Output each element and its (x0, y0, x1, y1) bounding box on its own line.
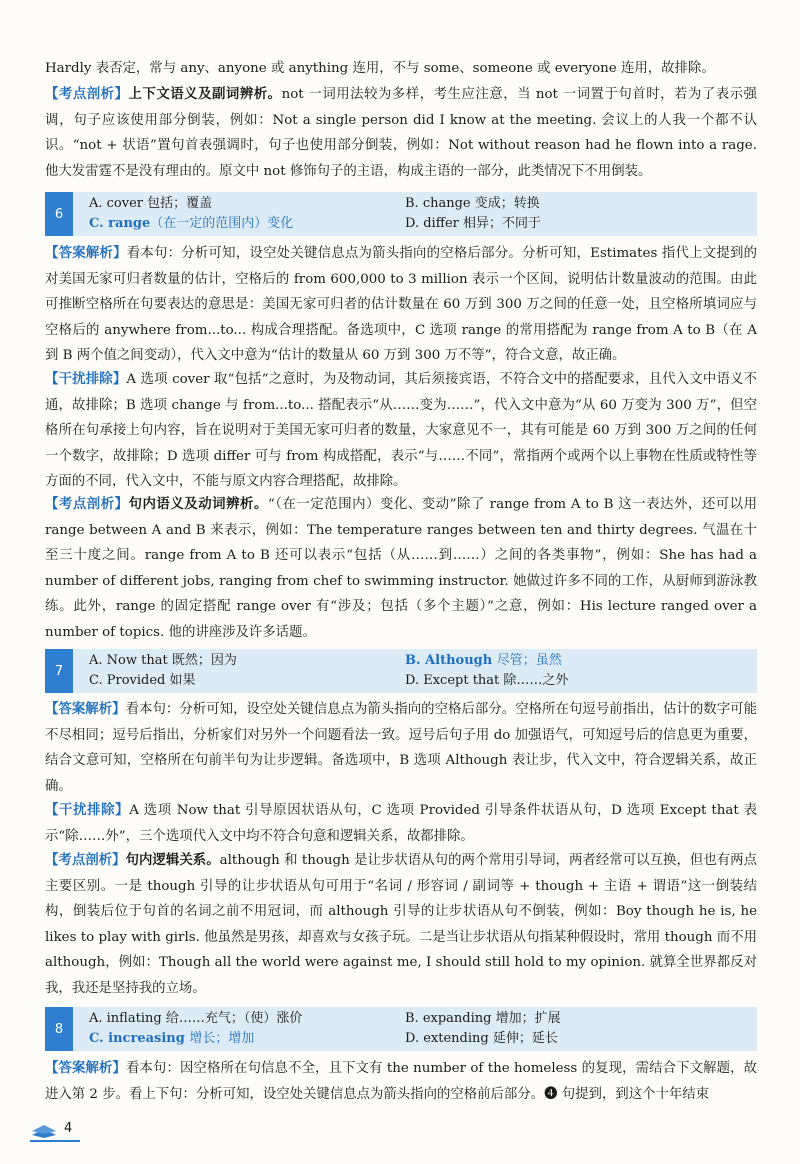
option-c-word: C. increasing (89, 1031, 185, 1046)
tag-kaodian: 【考点剖析】 (45, 852, 126, 868)
section-heading: 句内语义及动词辨析。 (128, 496, 268, 512)
paragraph-answer-8 (45, 1056, 757, 1107)
tag-kaodian: 【考点剖析】 (45, 86, 129, 102)
paragraph-analysis-6 (45, 492, 757, 646)
paragraph-hardly (45, 56, 757, 82)
option-d: D. extending 延伸；延长 (405, 1031, 558, 1046)
tag-daan: 【答案解析】 (45, 701, 126, 717)
option-a: A. inflating 给……充气；（使）涨价 (89, 1011, 303, 1026)
option-d: D. Except that 除……之外 (405, 673, 569, 688)
question-number: 8 (45, 1007, 73, 1051)
tag-ganrao: 【干扰排除】 (45, 371, 127, 387)
question-number: 7 (45, 649, 73, 693)
option-c-correct (89, 214, 293, 234)
option-b: B. change 变成；转换 (405, 196, 540, 211)
tag-daan: 【答案解析】 (45, 245, 127, 261)
paragraph-answer-6 (45, 241, 757, 369)
option-c-correct (89, 1029, 254, 1049)
question-number: 6 (45, 192, 73, 236)
paragraph-text: A 选项 Now that 引导原因状语从句，C 选项 Provided 引导条件状语从句，D 选项 Except that 表示“除……外”，三个选项代入文中均不符合句意和逻辑关系，故都排除。 (45, 803, 758, 844)
paragraph-text: “（在一定范围内）变化、变动”除了 range from A to B 这一表达外，还可以用 range between A and B 来表示，例如：The temperature ranges between ten and thirty degrees. 气温在十至三十度之间。range from A to B 还可以表示“包括（从……到……）之间的各类事物”，例如：She has had a number of different jobs, ranging from chef to swimming instructor. 她做过许多不同的工作，从厨师到游泳教练。此外，range 的固定搭配 range over 有“涉及；包括（多个主题）”之意，例如：His lecture ranged over a number of topics. 他的讲座涉及许多话题。 (45, 497, 757, 640)
paragraph-text: not 一词用法较为多样，考生应注意，当 not 一词置于句首时，若为了表示强调，句子应该使用部分倒装，例如：Not a single person did I know at the meeting. 会议上的人我一个都不认识。“not + 状语”置句首表强调时，句子也使用部分倒装，例如：Not without reason had he flown into a rage. 他大发雷霆不是没有理由的。原文中 not 修饰句子的主语，构成主语的一部分，此类情况下不用倒装。 (45, 87, 758, 179)
option-c-word: C. range (89, 216, 151, 231)
paragraph-answer-7 (45, 697, 757, 799)
option-d: D. differ 相异；不同于 (405, 216, 541, 231)
paragraph-text: 看本句：因空格所在句信息不全，且下文有 the number of the homeless 的复现，需结合下文解题，故进入第 2 步。看上下句：分析可知，设空处关键信息点为箭头指向的空格前后部分。❹ 句提到，到这个十年结束 (45, 1061, 757, 1102)
question-6-options (45, 192, 757, 236)
option-c-meaning: 增长；增加 (189, 1031, 255, 1046)
question-7-options (45, 649, 757, 693)
paragraph-distractor-7 (45, 798, 757, 849)
tag-kaodian: 【考点剖析】 (45, 496, 129, 512)
paragraph-distractor-6 (45, 367, 757, 495)
option-b-word: B. Although (405, 653, 493, 668)
paragraph-analysis-1 (45, 82, 757, 184)
option-c-meaning: （在一定的范围内）变化 (150, 216, 294, 231)
option-a: A. Now that 既然；因为 (89, 653, 237, 668)
question-8-options (45, 1007, 757, 1051)
book-stack-icon (30, 1123, 58, 1139)
option-b-correct (405, 651, 562, 671)
paragraph-text: A 选项 cover 取“包括”之意时，为及物动词，其后须接宾语，不符合文中的搭配要求，且代入文中语义不通，故排除；B 选项 change 与 from...to... 搭配表示“从……变为……”，代入文中意为“从 60 万变为 300 万”，但空格所在句承接上句内容，旨在说明对于美国无家可归者的数量，大家意见不一，其有可能是 60 万到 300 万之间的任何一个数字，故排除；D 选项 differ 可与 from 构成搭配，表示“与……不同”，常指两个或两个以上事物在性质或特性等方面的不同，代入文中，不能与原文内容合理搭配，故排除。 (45, 372, 758, 490)
footer-divider (30, 1140, 80, 1142)
option-c: C. Provided 如果 (89, 673, 196, 688)
paragraph-text: although 和 though 是让步状语从句的两个常用引导词，两者经常可以互换，但也有两点主要区别。一是 though 引导的让步状语从句可用于“名词 / 形容词 / 副词等 + though + 主语 + 谓语”这一倒装结构，倒装后位于句首的名词之前不用冠词，而 although 引导的让步状语从句不倒装，例如：Boy though he is, he likes to play with girls. 他虽然是男孩，却喜欢与女孩子玩。二是当让步状语从句指某种假设时，常用 though 而不用 although，例如：Though all the world were against me, I should still hold to my opinion. 就算全世界都反对我，我还是坚持我的立场。 (45, 853, 758, 996)
option-b: B. expanding 增加；扩展 (405, 1011, 561, 1026)
option-b-meaning: 尽管；虽然 (496, 653, 562, 668)
paragraph-text: 看本句：分析可知，设空处关键信息点为箭头指向的空格后部分。空格所在句逗号前指出，估计的数字可能不尽相同；逗号后指出，分析家们对另外一个问题看法一致。逗号后句子用 do 加强语气，可知逗号后的信息更为重要，结合文意可知，空格所在句前半句为让步逻辑。备选项中，B 选项 Although 表让步，代入文中，符合逻辑关系，故正确。 (45, 702, 757, 794)
paragraph-analysis-7 (45, 848, 757, 1002)
section-heading: 上下文语义及副词辨析。 (128, 86, 282, 102)
paragraph-text: Hardly 表否定，常与 any、anyone 或 anything 连用，不与 some、someone 或 everyone 连用，故排除。 (45, 61, 715, 76)
tag-daan: 【答案解析】 (45, 1060, 126, 1076)
paragraph-text: 看本句：分析可知，设空处关键信息点为箭头指向的空格后部分。分析可知，Estimates 指代上文提到的对美国无家可归者数量的估计，空格后的 from 600,000 to 3 million 表示一个区间，说明估计数量波动的范围。由此可推断空格所在句要表达的意思是：美国无家可归者的估计数量在 60 万到 300 万之间的任意一处，且空格所填词应与空格后的 anywhere from...to... 构成合理搭配。备选项中，C 选项 range 的常用搭配为 range from A to B（在 A 到 B 两个值之间变动），代入文中意为“估计的数量从 60 万到 300 万不等”，符合文意，故正确。 (45, 246, 757, 364)
tag-ganrao: 【干扰排除】 (45, 802, 130, 818)
section-heading: 句内逻辑关系。 (125, 852, 220, 868)
option-a: A. cover 包括；覆盖 (89, 196, 213, 211)
page-number: 4 (64, 1121, 73, 1136)
